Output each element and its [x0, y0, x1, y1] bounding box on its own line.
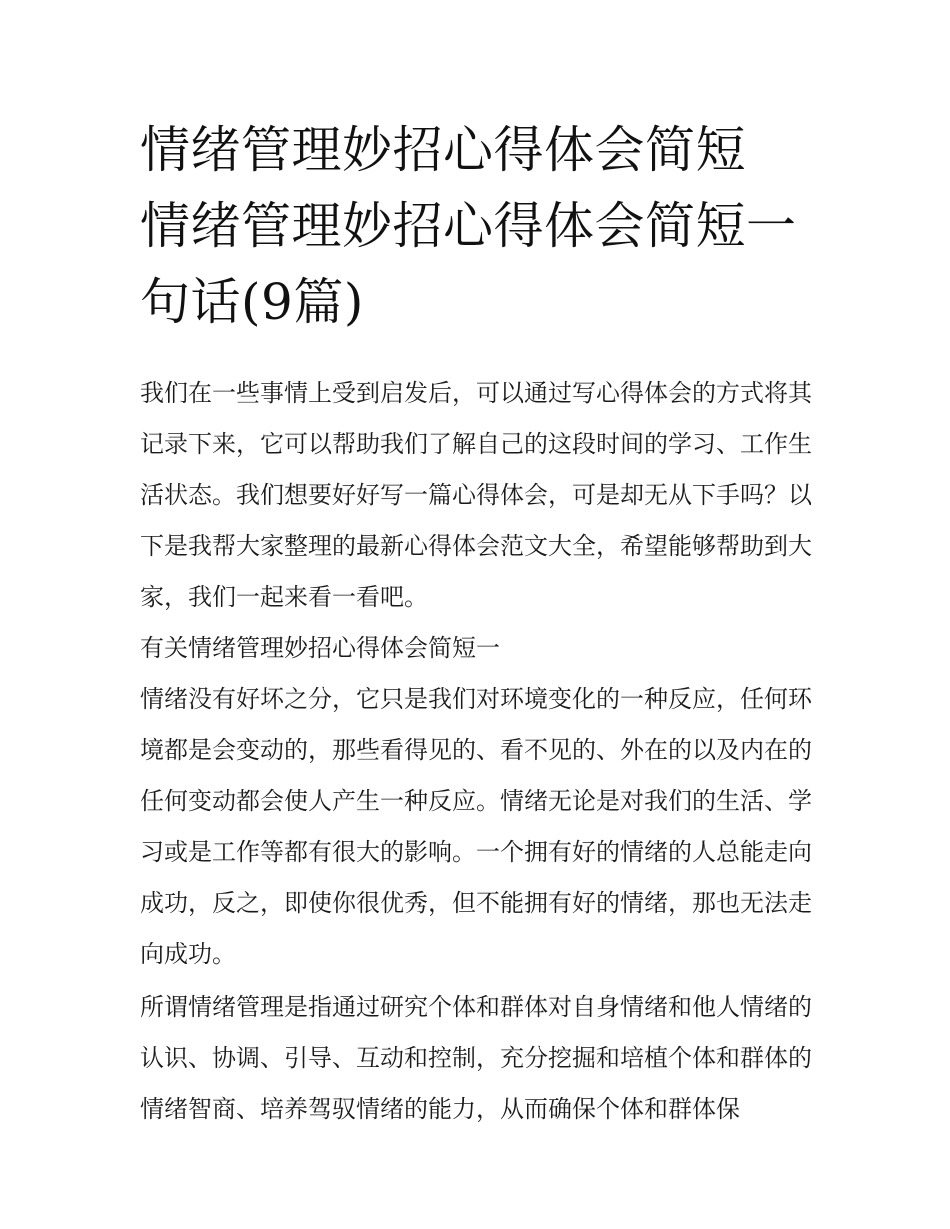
section-heading: 有关情绪管理妙招心得体会简短一: [140, 634, 500, 662]
document-page: [140, 112, 812, 1135]
title-spacer: [140, 340, 812, 368]
body-paragraph-1: 情绪没有好坏之分，它只是我们对环境变化的一种反应，任何环境都是会变动的，那些看得见的、看不见的、外在的以及内在的任何变动都会使人产生一种反应。情绪无论是对我们的生活、学习或是工作等都有很大的影响。一个拥有好的情绪的人总能走向成功，反之，即使你很优秀，但不能拥有好的情绪，那也无法走向成功。: [140, 685, 812, 968]
intro-paragraph: 我们在一些事情上受到启发后，可以通过写心得体会的方式将其记录下来，它可以帮助我们了解自己的这段时间的学习、工作生活状态。我们想要好好写一篇心得体会，可是却无从下手吗？以下是我帮大家整理的最新心得体会范文大全，希望能够帮助到大家，我们一起来看一看吧。: [140, 379, 812, 611]
body-paragraph-2: 所谓情绪管理是指通过研究个体和群体对自身情绪和他人情绪的认识、协调、引导、互动和控制，充分挖掘和培植个体和群体的情绪智商、培养驾驭情绪的能力，从而确保个体和群体保: [140, 993, 812, 1123]
document-title: 情绪管理妙招心得体会简短 情绪管理妙招心得体会简短一句话(9篇): [140, 121, 797, 331]
